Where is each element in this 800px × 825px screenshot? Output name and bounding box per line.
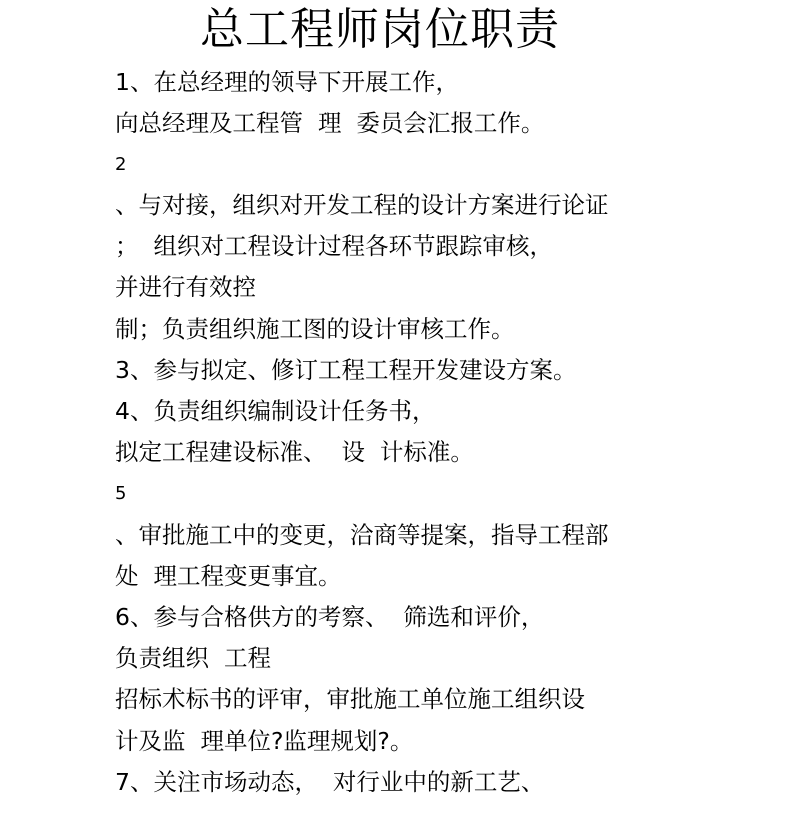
text-line: 计及监 理单位?监理规划?。	[115, 726, 414, 755]
text-line: 向总经理及工程管 理 委员会汇报工作。	[115, 108, 545, 137]
text-line: 制；负责组织施工图的设计审核工作。	[115, 314, 515, 343]
text-line: 并进行有效控	[115, 273, 256, 302]
text-line: 4、负责组织编制设计任务书，	[115, 397, 436, 425]
text-line: 6、参与合格供方的考察、 筛选和评价，	[115, 602, 545, 631]
text-line: 7、关注市场动态， 对行业中的新工艺、	[115, 767, 545, 796]
text-line: 2	[115, 153, 127, 175]
text-line: 拟定工程建设标准、 设 计标准。	[115, 438, 474, 467]
text-line: 1、在总经理的领导下开展工作，	[115, 67, 459, 96]
text-line: ； 组织对工程设计过程各环节跟踪审核，	[115, 232, 553, 261]
document-body	[115, 62, 609, 803]
text-line: 、审批施工中的变更，洽商等提案，指导工程部	[115, 520, 609, 549]
document-title: 总工程师岗位职责	[200, 4, 560, 55]
text-line: 招标术标书的评审，审批施工单位施工组织设	[115, 685, 585, 714]
text-line: 3、参与拟定、修订工程工程开发建设方案。	[115, 355, 577, 384]
text-line: 5	[115, 483, 127, 505]
text-line: 处 理工程变更事宜。	[115, 561, 342, 590]
text-line: 、与对接，组织对开发工程的设计方案进行论证	[115, 191, 609, 220]
text-line: 负责组织 工程	[115, 644, 271, 673]
